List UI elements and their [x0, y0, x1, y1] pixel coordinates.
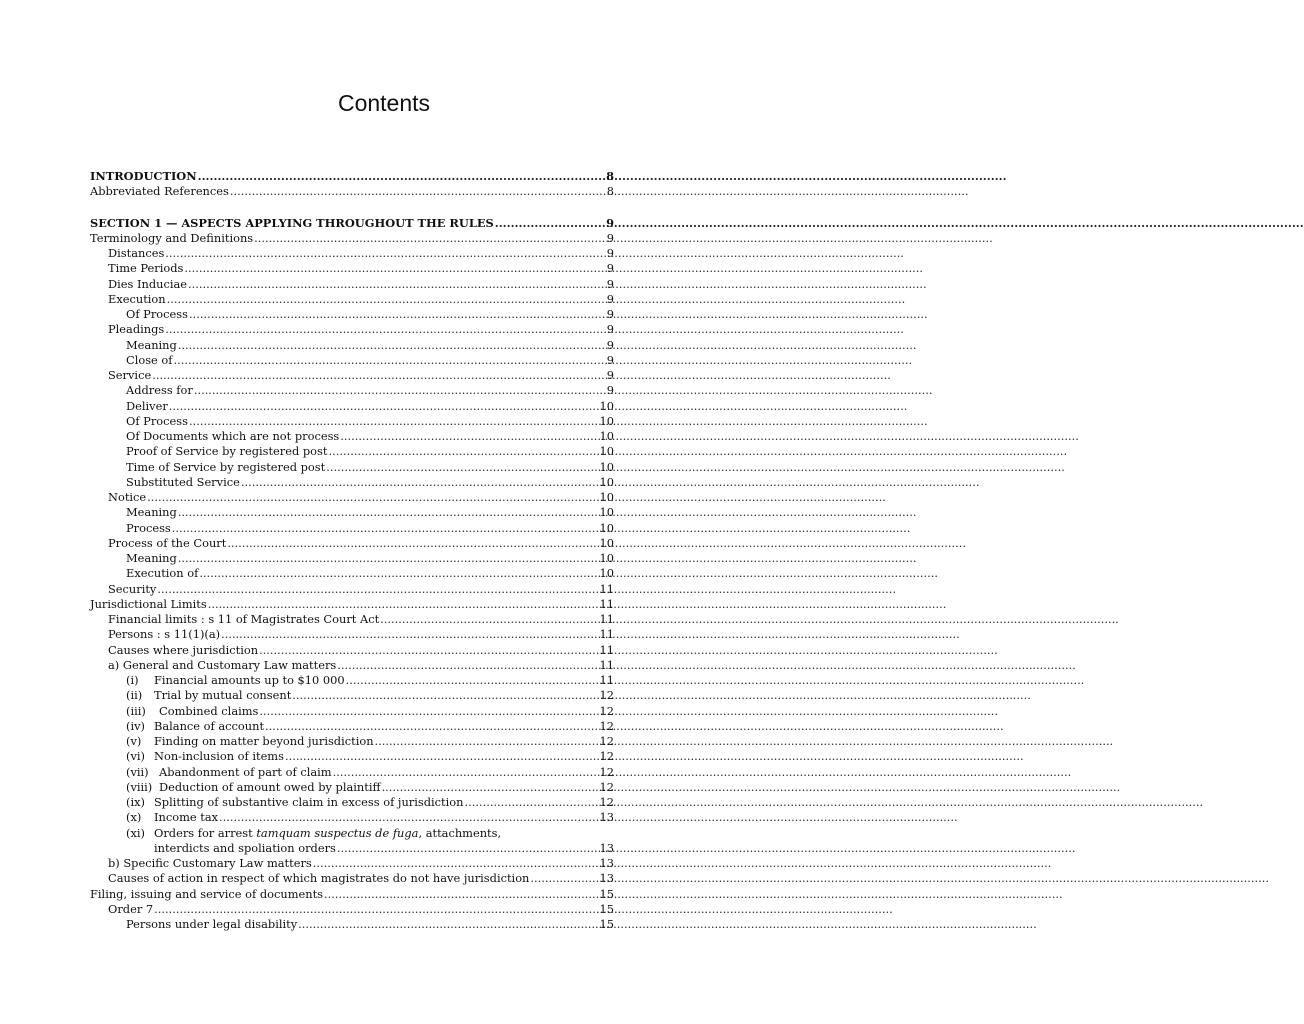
toc-entry-title	[126, 704, 258, 719]
toc-entry[interactable]	[90, 673, 614, 688]
toc-entry-title	[126, 353, 173, 368]
dot-leader	[194, 383, 606, 398]
toc-page-number: 9	[606, 383, 614, 398]
toc-entry-label: Service	[108, 368, 152, 382]
toc-entry[interactable]	[90, 368, 614, 383]
toc-page-number: 12	[599, 703, 614, 718]
toc-entry-title	[108, 582, 156, 597]
toc-entry-title	[108, 536, 226, 551]
dot-leader	[208, 597, 599, 612]
toc-entry[interactable]	[90, 734, 614, 749]
toc-entry-title	[108, 490, 146, 505]
toc-entry-title	[126, 414, 188, 429]
toc-entry-label: Trial by mutual consent	[154, 688, 292, 703]
toc-page-number: 10	[599, 413, 614, 428]
toc-page-number: 11	[599, 581, 614, 596]
dot-leader	[199, 566, 598, 581]
toc-entry-title	[126, 383, 193, 398]
toc-page-number: 13	[599, 856, 614, 870]
toc-entry[interactable]	[90, 826, 614, 841]
toc-entry[interactable]	[90, 460, 614, 475]
toc-entry-label	[154, 826, 501, 841]
dot-leader	[154, 902, 598, 917]
toc-page-number: 10	[599, 551, 614, 565]
dot-leader	[178, 505, 599, 520]
toc-entry-title	[108, 261, 183, 276]
toc-entry-label: Filing, issuing and service of documents	[90, 886, 324, 901]
toc-page-number: 10	[599, 459, 614, 474]
toc-entry[interactable]	[90, 658, 614, 673]
toc-entry-label: Of Process	[126, 413, 188, 428]
toc-entry-title	[90, 184, 229, 199]
toc-entry-label: Combined claims	[159, 703, 259, 718]
toc-entry[interactable]	[90, 444, 614, 459]
toc-entry[interactable]	[90, 704, 614, 719]
toc-entry[interactable]	[90, 383, 614, 398]
toc-entry-label: INTRODUCTION	[90, 169, 197, 183]
dot-leader	[184, 261, 605, 276]
toc-page-number: 10	[599, 505, 614, 520]
toc-page-number: 9	[606, 352, 614, 367]
dot-leader	[152, 368, 606, 383]
toc-entry-title	[126, 475, 240, 490]
toc-entry-title	[126, 505, 177, 520]
toc-page-number: 8	[606, 169, 614, 183]
dot-leader	[464, 795, 598, 810]
toc-entry[interactable]	[90, 414, 614, 429]
toc-entry[interactable]	[90, 277, 614, 292]
toc-entry-number: (ii)	[126, 688, 143, 703]
dot-leader	[495, 216, 605, 231]
toc-entry-number: (iv)	[126, 718, 145, 733]
toc-entry-number: (xi)	[126, 825, 145, 840]
toc-entry[interactable]	[90, 338, 614, 353]
toc-entry-title	[108, 277, 187, 292]
toc-page-number: 11	[599, 657, 614, 672]
toc-entry[interactable]	[90, 231, 614, 246]
dot-leader	[346, 673, 599, 688]
toc-page-number: 10	[599, 429, 614, 443]
toc-page-number: 11	[599, 642, 614, 657]
dot-leader	[340, 429, 598, 444]
toc-entry-title	[154, 841, 336, 856]
dot-leader	[313, 856, 599, 871]
toc-entry-title	[126, 460, 325, 475]
toc-entry-label: Order 7	[108, 901, 154, 916]
toc-entry-label: Pleadings	[108, 322, 165, 337]
toc-entry-title	[126, 765, 332, 780]
toc-entry-title	[108, 246, 164, 261]
dot-leader	[198, 169, 605, 184]
toc-page-number: 11	[599, 627, 614, 642]
dot-leader	[165, 322, 606, 337]
table-of-contents	[90, 169, 614, 932]
toc-page-number: 9	[606, 215, 614, 230]
dot-leader	[189, 307, 606, 322]
toc-entry-title	[126, 780, 381, 795]
toc-entry-title	[126, 444, 327, 459]
toc-entry[interactable]	[90, 627, 614, 642]
toc-entry[interactable]	[90, 871, 614, 886]
dot-leader	[157, 582, 598, 597]
toc-page-number: 12	[599, 795, 614, 809]
toc-entry-title	[90, 216, 494, 231]
dot-leader	[254, 231, 606, 246]
toc-entry-title	[126, 795, 463, 810]
toc-entry-label: Abbreviated References	[90, 184, 229, 199]
toc-entry-title	[108, 292, 166, 307]
dot-leader	[147, 490, 598, 505]
toc-entry[interactable]	[90, 688, 614, 703]
dot-leader	[221, 627, 598, 642]
toc-entry-number: (iii)	[126, 703, 146, 718]
toc-page-number: 15	[599, 886, 614, 901]
toc-entry-title	[126, 551, 177, 566]
toc-entry-label: SECTION 1 — ASPECTS APPLYING THROUGHOUT THE RULES	[90, 215, 494, 230]
toc-page-number: 9	[606, 291, 614, 306]
toc-entry-label: Security	[108, 581, 157, 596]
toc-entry-label: Process	[126, 520, 171, 535]
toc-entry-label: Causes where jurisdiction	[108, 642, 259, 657]
toc-entry[interactable]	[90, 184, 614, 199]
toc-entry[interactable]	[90, 582, 614, 597]
toc-entry-label: Persons : s 11(1)(a)	[108, 627, 221, 642]
toc-entry-label: Income tax	[154, 810, 219, 825]
toc-entry-label-italic: tamquam suspectus de fuga	[256, 825, 419, 840]
dot-leader	[324, 887, 598, 902]
toc-entry-label: Of Documents which are not process	[126, 429, 340, 443]
dot-leader	[298, 917, 598, 932]
toc-entry-title	[90, 169, 197, 184]
toc-page-number: 10	[599, 490, 614, 504]
dot-leader	[188, 277, 606, 292]
toc-page-number: 12	[599, 688, 614, 703]
toc-entry-title	[126, 810, 218, 825]
toc-entry-title	[126, 399, 168, 414]
toc-page-number: 9	[606, 307, 614, 321]
toc-entry-label: Deduction of amount owed by plaintiff	[159, 779, 381, 794]
toc-entry-label: Meaning	[126, 551, 177, 565]
toc-page-number: 8	[606, 184, 614, 199]
toc-entry-label: Time of Service by registered post	[126, 459, 326, 474]
toc-entry[interactable]	[90, 856, 614, 871]
toc-page-number: 12	[599, 779, 614, 794]
toc-entry-label: Execution	[108, 291, 166, 306]
toc-page-number: 10	[599, 535, 614, 550]
toc-entry[interactable]	[90, 612, 614, 627]
dot-leader	[167, 292, 606, 307]
toc-entry-title	[108, 658, 336, 673]
toc-entry-title	[126, 338, 177, 353]
toc-page-number: 11	[599, 612, 614, 626]
toc-entry[interactable]	[90, 749, 614, 764]
toc-entry[interactable]	[90, 399, 614, 414]
toc-page-number: 12	[599, 749, 614, 764]
toc-entry[interactable]	[90, 780, 614, 795]
toc-entry-label: Close of	[126, 352, 173, 367]
toc-entry[interactable]	[90, 536, 614, 551]
toc-page-number: 9	[606, 246, 614, 260]
dot-leader	[259, 704, 598, 719]
toc-entry-title	[108, 871, 529, 886]
toc-entry[interactable]	[90, 429, 614, 444]
toc-entry-title	[126, 749, 284, 764]
toc-entry-label: Substituted Service	[126, 474, 240, 489]
toc-entry-label: Of Process	[126, 307, 188, 321]
toc-entry[interactable]	[90, 887, 614, 902]
toc-entry-title	[108, 902, 153, 917]
toc-entry-number: (x)	[126, 810, 142, 825]
dot-leader	[172, 521, 599, 536]
dot-leader	[337, 658, 598, 673]
toc-page-number: 12	[599, 718, 614, 733]
dot-leader	[375, 734, 599, 749]
dot-leader	[328, 444, 598, 459]
toc-page-number: 12	[599, 734, 614, 748]
toc-page-number: 11	[599, 673, 614, 687]
toc-entry-label: Execution of	[126, 566, 199, 581]
toc-page-number: 10	[599, 520, 614, 535]
toc-entry-label: Proof of Service by registered post	[126, 444, 328, 459]
toc-entry-label: Non-inclusion of items	[154, 749, 284, 764]
toc-entry-title	[108, 612, 379, 627]
toc-entry-label: interdicts and spoliation orders	[154, 840, 336, 855]
toc-entry-title	[126, 566, 198, 581]
toc-entry-number: (vi)	[126, 749, 145, 764]
toc-page-number: 10	[599, 474, 614, 489]
dot-leader	[333, 765, 599, 780]
toc-entry[interactable]	[90, 765, 614, 780]
toc-entry-label: Terminology and Definitions	[90, 230, 254, 245]
toc-entry[interactable]	[90, 307, 614, 322]
dot-leader	[178, 338, 606, 353]
dot-leader	[337, 841, 599, 856]
page-title: Contents	[337, 90, 431, 116]
toc-entry-title	[90, 597, 207, 612]
toc-entry-title	[108, 627, 220, 642]
toc-entry[interactable]	[90, 810, 614, 825]
toc-entry-label: Deliver	[126, 398, 168, 413]
toc-page-number: 13	[599, 871, 614, 886]
toc-page-number: 10	[599, 444, 614, 459]
toc-page-number: 13	[599, 810, 614, 825]
toc-entry-title	[108, 643, 258, 658]
toc-entry-title	[126, 734, 374, 749]
dot-leader	[259, 643, 598, 658]
toc-entry-number: (v)	[126, 734, 142, 748]
toc-entry-label: Time Periods	[108, 261, 184, 276]
toc-entry-label: Jurisdictional Limits	[90, 596, 207, 611]
toc-entry[interactable]	[90, 719, 614, 734]
dot-leader	[169, 399, 599, 414]
dot-leader	[382, 780, 599, 795]
toc-entry[interactable]	[90, 841, 614, 856]
toc-entry[interactable]	[90, 292, 614, 307]
toc-entry-label: Dies Induciae	[108, 276, 188, 291]
toc-entry[interactable]	[90, 902, 614, 917]
toc-entry[interactable]	[90, 521, 614, 536]
toc-page-number: 10	[599, 566, 614, 581]
toc-entry-title	[108, 856, 312, 871]
toc-entry-label: Meaning	[126, 505, 177, 520]
dot-leader	[174, 353, 606, 368]
toc-page-number: 10	[599, 398, 614, 413]
dot-leader	[219, 810, 598, 825]
toc-entry-title	[126, 673, 345, 688]
toc-entry-label: Splitting of substantive claim in excess of jurisdiction	[154, 795, 464, 809]
toc-entry[interactable]	[90, 353, 614, 368]
toc-entry-title	[108, 368, 151, 383]
toc-entry-label: Finding on matter beyond jurisdiction	[154, 734, 374, 748]
toc-entry-label: Notice	[108, 490, 147, 504]
toc-entry[interactable]	[90, 216, 614, 231]
toc-entry[interactable]	[90, 475, 614, 490]
toc-entry-title	[90, 887, 323, 902]
toc-entry-title	[126, 719, 264, 734]
toc-entry[interactable]	[90, 551, 614, 566]
toc-entry-number: (vii)	[126, 764, 149, 779]
dot-leader	[380, 612, 598, 627]
dot-leader	[227, 536, 598, 551]
toc-entry-label: Abandonment of part of claim	[159, 764, 332, 779]
toc-entry-label: Meaning	[126, 337, 177, 352]
toc-entry[interactable]	[90, 597, 614, 612]
dot-leader	[265, 719, 598, 734]
toc-entry-label: Address for	[126, 383, 193, 398]
dot-leader	[165, 246, 605, 261]
toc-entry-label: Distances	[108, 246, 165, 260]
toc-entry[interactable]	[90, 246, 614, 261]
toc-entry-label-part: Orders for arrest	[154, 825, 257, 840]
toc-entry-title	[126, 917, 297, 932]
toc-page-number: 9	[606, 230, 614, 245]
toc-page-number: 9	[606, 322, 614, 337]
dot-leader	[292, 688, 598, 703]
toc-entry[interactable]	[90, 322, 614, 337]
toc-entry-number: (viii)	[126, 779, 153, 794]
dot-leader	[241, 475, 599, 490]
dot-leader	[530, 871, 598, 886]
toc-page-number: 9	[606, 368, 614, 382]
toc-entry-label: Process of the Court	[108, 535, 227, 550]
toc-entry-title	[126, 307, 188, 322]
toc-entry[interactable]	[90, 795, 614, 810]
dot-leader	[230, 184, 606, 199]
toc-page-number: 9	[606, 261, 614, 276]
toc-page-number: 13	[599, 840, 614, 855]
dot-leader	[326, 460, 598, 475]
toc-entry-title	[126, 826, 501, 841]
toc-page-number: 15	[599, 901, 614, 916]
toc-entry-number: (ix)	[126, 795, 145, 809]
dot-leader	[285, 749, 599, 764]
toc-entry-label: Financial amounts up to $10 000	[154, 673, 345, 687]
toc-page-number: 9	[606, 337, 614, 352]
toc-entry-label: Causes of action in respect of which magistrates do not have jurisdiction	[108, 871, 530, 886]
toc-entry-title	[108, 322, 164, 337]
toc-entry-label-part: , attachments,	[418, 825, 502, 840]
toc-entry[interactable]	[90, 169, 614, 184]
toc-entry-label: b) Specific Customary Law matters	[108, 856, 312, 870]
toc-entry-number: (i)	[126, 673, 139, 687]
toc-entry[interactable]	[90, 643, 614, 658]
toc-page-number: 15	[599, 917, 614, 931]
toc-page-number: 11	[599, 596, 614, 611]
toc-entry[interactable]	[90, 490, 614, 505]
toc-page-number: 9	[606, 276, 614, 291]
toc-entry-title	[126, 688, 291, 703]
toc-entry-label: Balance of account	[154, 718, 265, 733]
toc-entry-label: Persons under legal disability	[126, 917, 298, 931]
toc-entry-title	[90, 231, 253, 246]
toc-entry-title	[126, 429, 339, 444]
toc-page-number: 12	[599, 764, 614, 779]
toc-entry-label: a) General and Customary Law matters	[108, 657, 337, 672]
toc-entry[interactable]	[90, 917, 614, 932]
toc-entry[interactable]	[90, 566, 614, 581]
toc-entry-title	[126, 521, 171, 536]
toc-entry-label: Financial limits : s 11 of Magistrates Court Act	[108, 612, 380, 626]
dot-leader	[178, 551, 599, 566]
toc-entry[interactable]	[90, 505, 614, 520]
dot-leader	[189, 414, 599, 429]
toc-entry[interactable]	[90, 261, 614, 276]
